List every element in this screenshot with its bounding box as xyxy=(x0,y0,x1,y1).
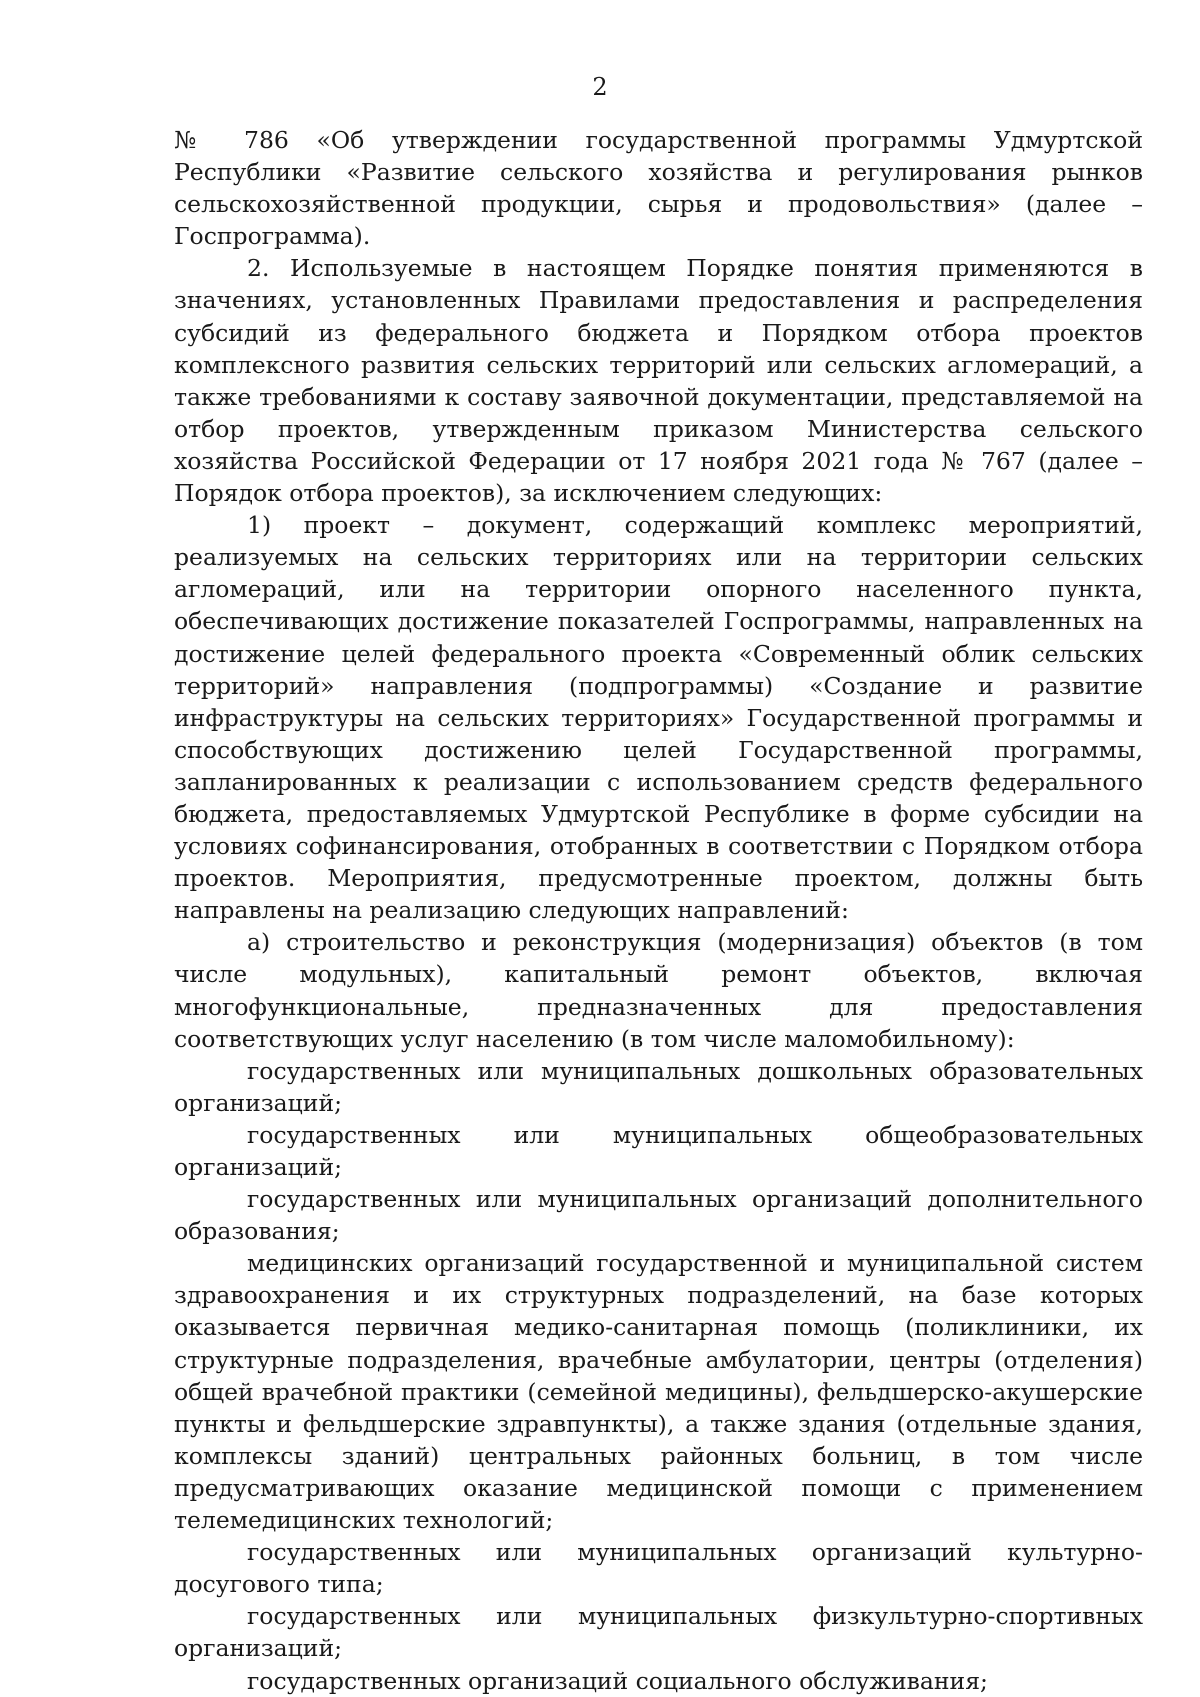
paragraph-item-2: 2. Используемые в настоящем Порядке понятия применяются в значениях, установленных Правилами предоставления и распределения субсидий из федерального бюджета и Порядком отбора проектов комплексного развития сельских территорий или сельских агломераций, а также требованиями к составу заявочной документации, представляемой на отбор проектов, утвержденным приказом Министерства сельского хозяйства Российской Федерации от 17 ноября 2021 года № 767 (далее – Порядок отбора проектов), за исключением следующих: xyxy=(174,254,1143,508)
list-item-social-service: государственных организаций социального обслуживания; xyxy=(247,1666,988,1695)
list-item-sports: государственных или муниципальных физкультурно-спортивных организаций; xyxy=(174,1602,1143,1663)
list-item-medical: медицинских организаций государственной и муниципальной систем здравоохранения и их структурных подразделений, на базе которых оказывается первичная медико-санитарная помощь (поликлиники, их структурные подразделения, врачебные амбулатории, центры (отделения) общей врачебной практики (семейной медицины), фельдшерско-акушерские пункты и фельдшерские здравпункты), а также здания (отдельные здания, комплексы зданий) центральных районных больниц, в том числе предусматривающих оказание медицинской помощи с применением телемедицинских технологий; xyxy=(174,1249,1143,1535)
list-item-preschool: государственных или муниципальных дошкольных образовательных организаций; xyxy=(174,1056,1143,1117)
paragraph-continuation: № 786 «Об утверждении государственной программы Удмуртской Республики «Развитие сельского хозяйства и регулирования рынков сельскохозяйственной продукции, сырья и продовольствия» (далее – Госпрограмма). xyxy=(174,126,1143,251)
document-body xyxy=(174,124,1143,1697)
paragraph-subitem-a: а) строительство и реконструкция (модернизация) объектов (в том числе модульных), капитальный ремонт объектов, включая многофункциональные, предназначенных для предоставления соответствующих услуг населению (в том числе маломобильному): xyxy=(174,928,1143,1053)
paragraph-subitem-1: 1) проект – документ, содержащий комплекс мероприятий, реализуемых на сельских территориях или на территории сельских агломераций, или на территории опорного населенного пункта, обеспечивающих достижение показателей Госпрограммы, направленных на достижение целей федерального проекта «Современный облик сельских территорий» направления (подпрограммы) «Создание и развитие инфраструктуры на сельских территориях» Государственной программы и способствующих достижению целей Государственной программы, запланированных к реализации с использованием средств федерального бюджета, предоставляемых Удмуртской Республике в форме субсидии на условиях софинансирования, отобранных в соответствии с Порядком отбора проектов. Мероприятия, предусмотренные проектом, должны быть направлены на реализацию следующих направлений: xyxy=(174,511,1143,925)
list-item-additional-education: государственных или муниципальных организаций дополнительного образования; xyxy=(174,1185,1143,1246)
list-item-general-education: государственных или муниципальных общеобразовательных организаций; xyxy=(174,1120,1143,1181)
page-number: 2 xyxy=(592,73,608,101)
list-item-cultural: государственных или муниципальных организаций культурно-досугового типа; xyxy=(174,1538,1143,1599)
